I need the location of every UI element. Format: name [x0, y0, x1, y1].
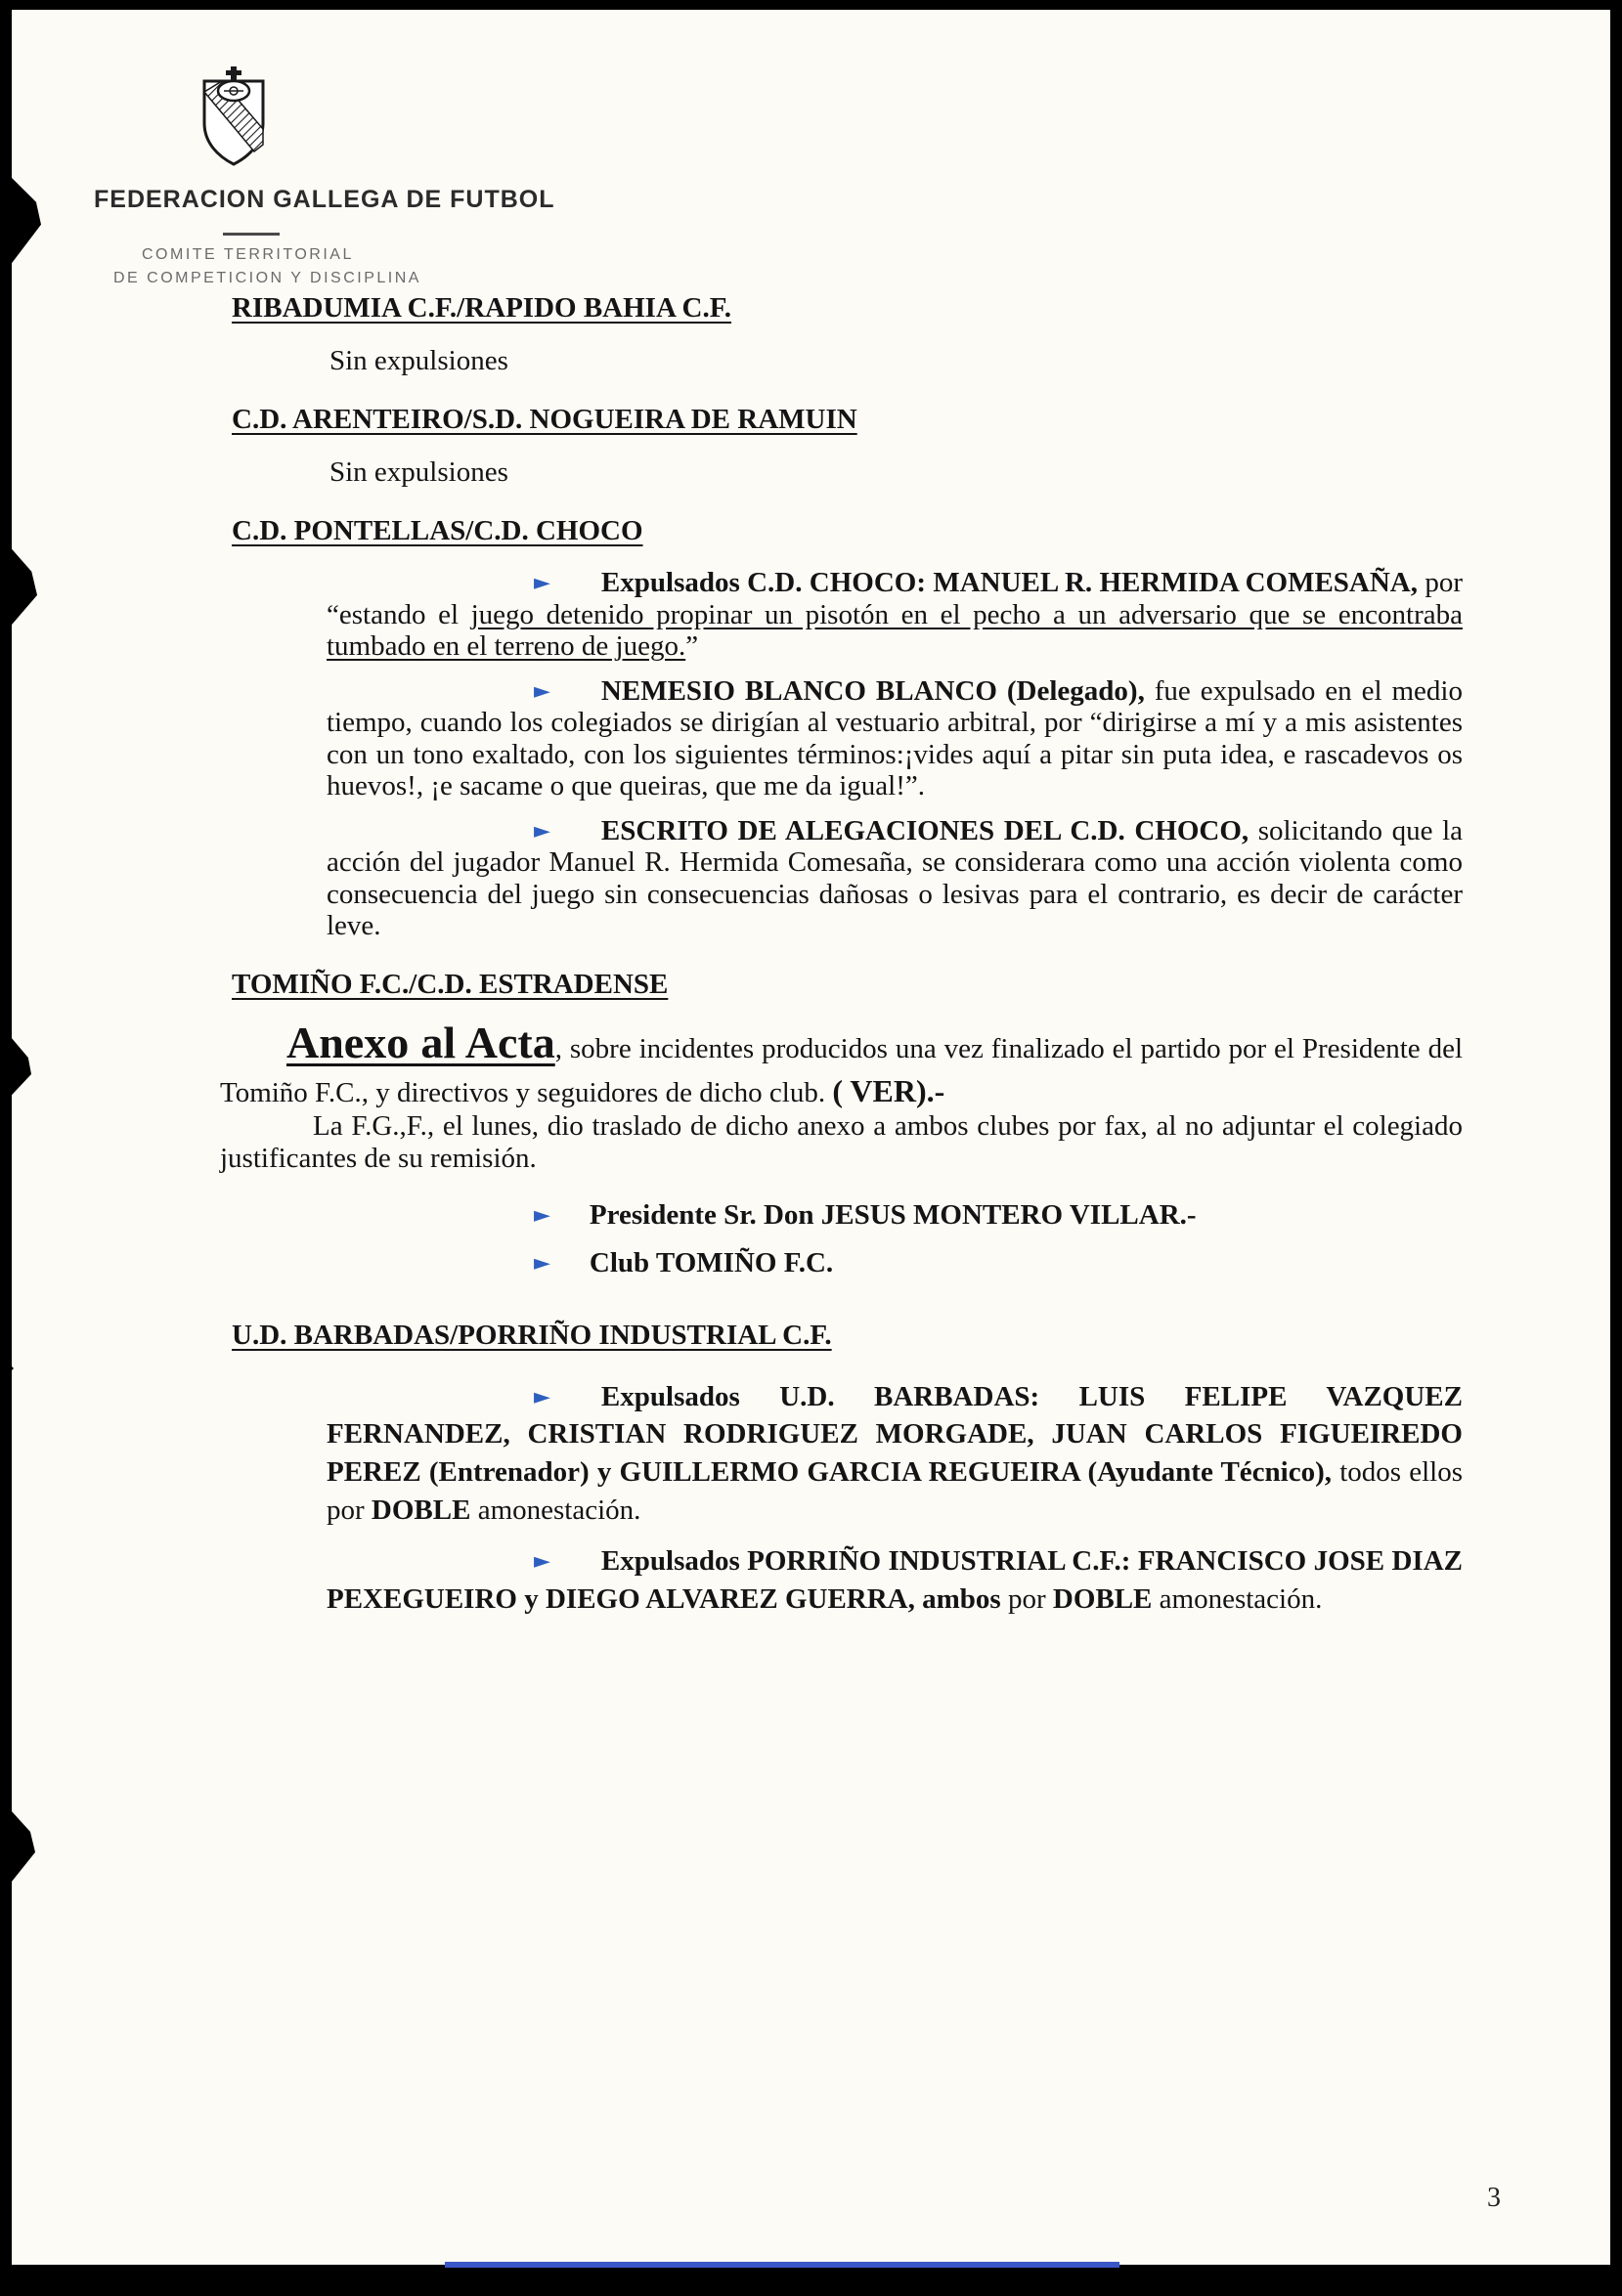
- section-title-arenteiro: C.D. ARENTEIRO/S.D. NOGUEIRA DE RAMUIN: [232, 403, 857, 435]
- expulsion-bold-text: Expulsados C.D. CHOCO: MANUEL R. HERMIDA COMESAÑA,: [600, 567, 1418, 599]
- bullet-arrow-icon: ►: [534, 571, 550, 596]
- expulsion-bold-text: NEMESIO BLANCO BLANCO (Delegado),: [600, 674, 1145, 707]
- expulsion-text-end: amonestación.: [1152, 1582, 1323, 1615]
- committee-line-1: COMITE TERRITORIAL: [142, 246, 354, 263]
- section-title-pontellas: C.D. PONTELLAS/C.D. CHOCO: [232, 514, 643, 546]
- club-item: [327, 1247, 1463, 1279]
- section-title-barbadas: U.D. BARBADAS/PORRIÑO INDUSTRIAL C.F.: [232, 1319, 832, 1351]
- fax-paragraph: La F.G.,F., el lunes, dio traslado de dicho anexo a ambos clubes por fax, al no adjuntar el colegiado justificantes de su remisión.: [220, 1110, 1463, 1175]
- bullet-arrow-icon: ►: [534, 1549, 550, 1575]
- allegations-paragraph: [327, 815, 1463, 942]
- doble-bold-text: DOBLE: [1052, 1582, 1153, 1615]
- expulsion-text: todos ellos por: [327, 1456, 1463, 1527]
- expulsion-paragraph: [327, 567, 1463, 662]
- allegations-text: solicitando que la acción del jugador Manuel R. Hermida Comesaña, se considerara como una acción violenta como consecuencia del juego sin consecuencias dañosas o lesivas para el contrario, es decir de carácter leve.: [327, 814, 1463, 942]
- bullet-arrow-icon: ►: [534, 1384, 550, 1409]
- expulsion-paragraph: [327, 1542, 1463, 1619]
- allegations-bold-text: ESCRITO DE ALEGACIONES DEL C.D. CHOCO,: [600, 814, 1249, 846]
- no-expulsions-note: Sin expulsiones: [329, 344, 508, 376]
- expulsion-text: fue expulsado en el medio tiempo, cuando los colegiados se dirigían al vestuario arbitral, por “dirigirse a mí y a mis asistentes con un tono exaltado, con los siguientes términos:¡vides aquí a pitar sin puta idea, e rascadevos os huevos!, ¡e sacame o que queiras, que me da igual!”.: [327, 674, 1463, 802]
- president-item: [327, 1199, 1463, 1232]
- anexo-text: , sobre incidentes producidos una vez finalizado el partido por el Presidente del Tomiño F.C., y directivos y seguidores de dicho club.: [220, 1033, 1464, 1108]
- expulsion-paragraph: [327, 1378, 1463, 1530]
- expulsion-text-end: amonestación.: [470, 1495, 641, 1527]
- committee-line-2: DE COMPETICION Y DISCIPLINA: [113, 270, 421, 286]
- club-name: Club TOMIÑO F.C.: [589, 1246, 834, 1278]
- scanned-document-page: [12, 10, 1610, 2265]
- doble-bold-text: DOBLE: [371, 1495, 471, 1527]
- ver-reference: ( VER).-: [832, 1072, 945, 1108]
- expulsion-text-end: ”: [685, 630, 699, 663]
- expulsion-bold-text: Expulsados PORRIÑO INDUSTRIAL C.F.: FRANCISCO JOSE DIAZ PEXEGUEIRO y DIEGO ALVAREZ GUERRA, ambos: [327, 1545, 1463, 1615]
- bullet-arrow-icon: ►: [534, 1250, 550, 1276]
- federation-crest-logo: [196, 66, 272, 168]
- expulsion-underlined-text: juego detenido propinar un pisotón en el pecho a un adversario que se encontraba tumbado en el terreno de juego.: [327, 598, 1463, 663]
- bullet-arrow-icon: ►: [534, 678, 550, 704]
- expulsion-paragraph: [327, 675, 1463, 802]
- anexo-block: [220, 1015, 1463, 1175]
- bullet-arrow-icon: ►: [534, 818, 550, 844]
- no-expulsions-note: Sin expulsiones: [329, 455, 508, 488]
- expulsion-text: por “estando el: [327, 567, 1463, 630]
- organization-name: FEDERACION GALLEGA DE FUTBOL: [94, 186, 555, 213]
- president-name: Presidente Sr. Don JESUS MONTERO VILLAR.-: [589, 1198, 1197, 1231]
- expulsion-text: por: [1000, 1582, 1053, 1615]
- expulsion-bold-text: Expulsados U.D. BARBADAS: LUIS FELIPE VAZQUEZ FERNANDEZ, CRISTIAN RODRIGUEZ MORGADE, JUAN CARLOS FIGUEIREDO PEREZ (Entrenador) y GUILLERMO GARCIA REGUEIRA (Ayudante Técnico),: [327, 1380, 1463, 1489]
- bullet-arrow-icon: ►: [534, 1202, 550, 1228]
- scan-line-artifact: [445, 2262, 1119, 2268]
- header-divider: [223, 233, 280, 236]
- anexo-heading: Anexo al Acta: [286, 1018, 555, 1068]
- section-title-ribadumia: RIBADUMIA C.F./RAPIDO BAHIA C.F.: [232, 292, 732, 324]
- section-title-tomino: TOMIÑO F.C./C.D. ESTRADENSE: [232, 968, 669, 1000]
- page-number: 3: [1487, 2183, 1501, 2213]
- anexo-paragraph: [220, 1015, 1463, 1110]
